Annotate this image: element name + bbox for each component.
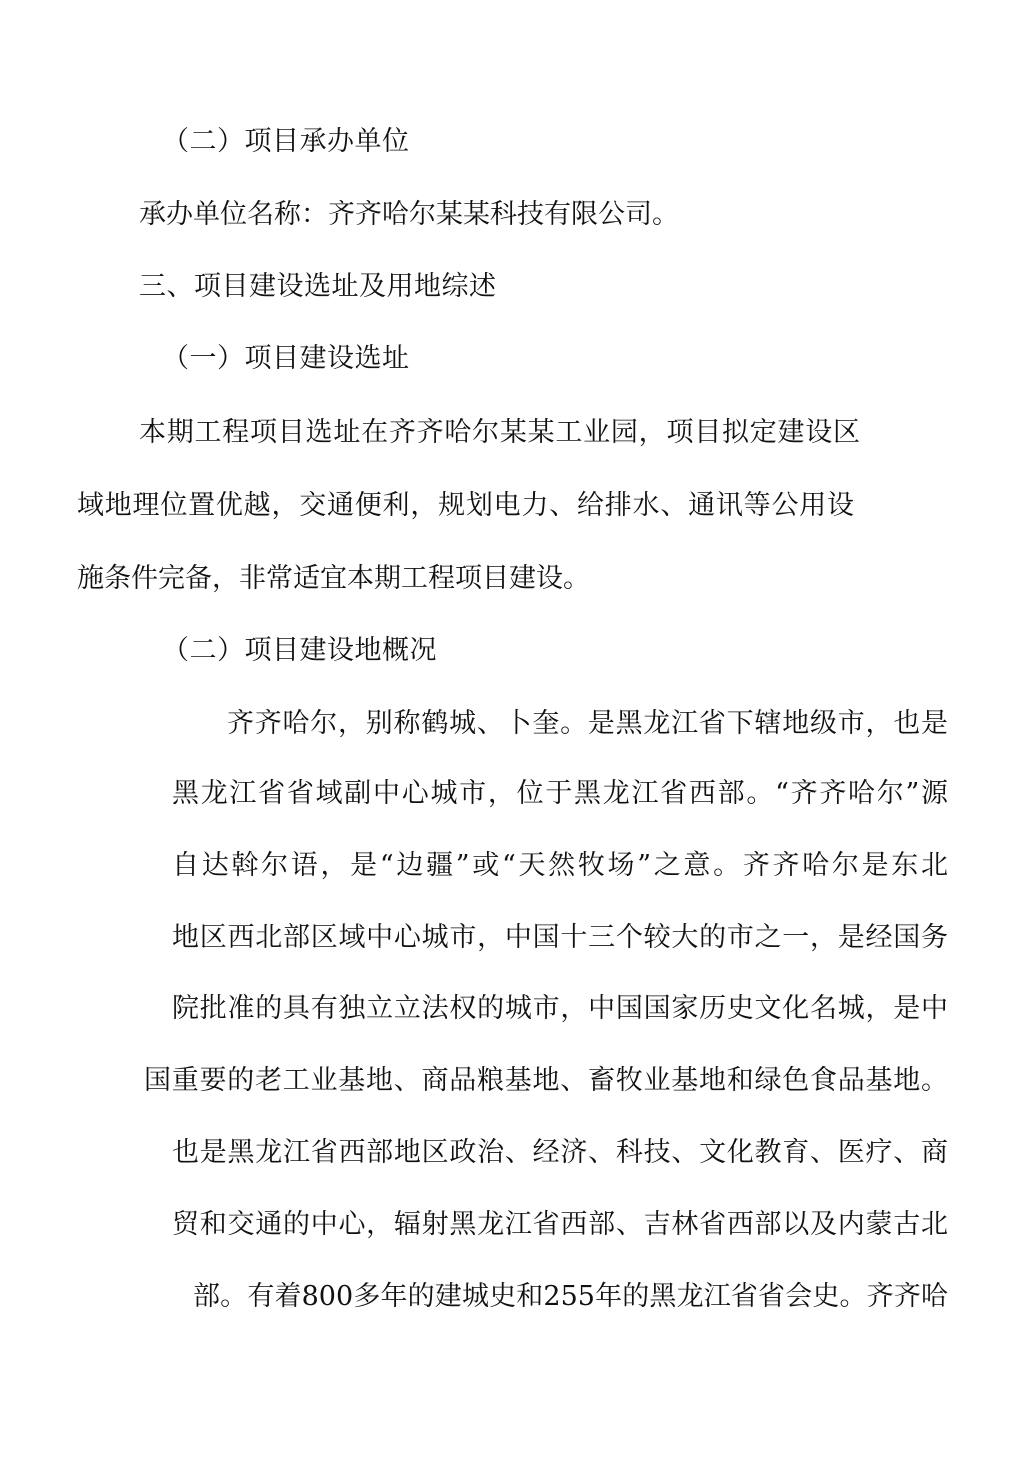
- overview-paragraph-line: 国重要的老工业基地、商品粮基地、畜牧业基地和绿色食品基地。: [144, 1065, 948, 1096]
- site-paragraph-line: 域地理位置优越，交通便利，规划电力、给排水、通讯等公用设: [77, 490, 854, 521]
- site-paragraph-line: 施条件完备，非常适宜本期工程项目建设。: [77, 563, 590, 594]
- heading-site-selection-overview: 三、项目建设选址及用地综述: [139, 271, 497, 302]
- site-paragraph-line: 本期工程项目选址在齐齐哈尔某某工业园，项目拟定建设区: [139, 417, 860, 448]
- undertaker-name: 承办单位名称：齐齐哈尔某某科技有限公司。: [139, 199, 679, 230]
- overview-paragraph-line: 齐齐哈尔，别称鹤城、卜奎。是黑龙江省下辖地级市，也是: [227, 708, 948, 739]
- overview-paragraph-line: 黑龙江省省域副中心城市，位于黑龙江省西部。“齐齐哈尔”源: [172, 778, 948, 809]
- heading-site-overview: （二）项目建设地概况: [162, 635, 437, 666]
- overview-paragraph-line: 自达斡尔语，是“边疆”或“天然牧场”之意。齐齐哈尔是东北: [172, 850, 948, 881]
- heading-site-selection: （一）项目建设选址: [162, 343, 410, 374]
- overview-paragraph-line: 也是黑龙江省西部地区政治、经济、科技、文化教育、医疗、商: [172, 1137, 948, 1168]
- overview-paragraph-line: 院批准的具有独立立法权的城市，中国国家历史文化名城，是中: [172, 993, 948, 1024]
- overview-paragraph-line: 贸和交通的中心，辐射黑龙江省西部、吉林省西部以及内蒙古北: [172, 1209, 948, 1240]
- overview-paragraph-line: 部。有着800多年的建城史和255年的黑龙江省省会史。齐齐哈: [193, 1281, 948, 1312]
- overview-paragraph-line: 地区西北部区域中心城市，中国十三个较大的市之一，是经国务: [172, 922, 948, 953]
- heading-project-undertaker: （二）项目承办单位: [162, 126, 410, 157]
